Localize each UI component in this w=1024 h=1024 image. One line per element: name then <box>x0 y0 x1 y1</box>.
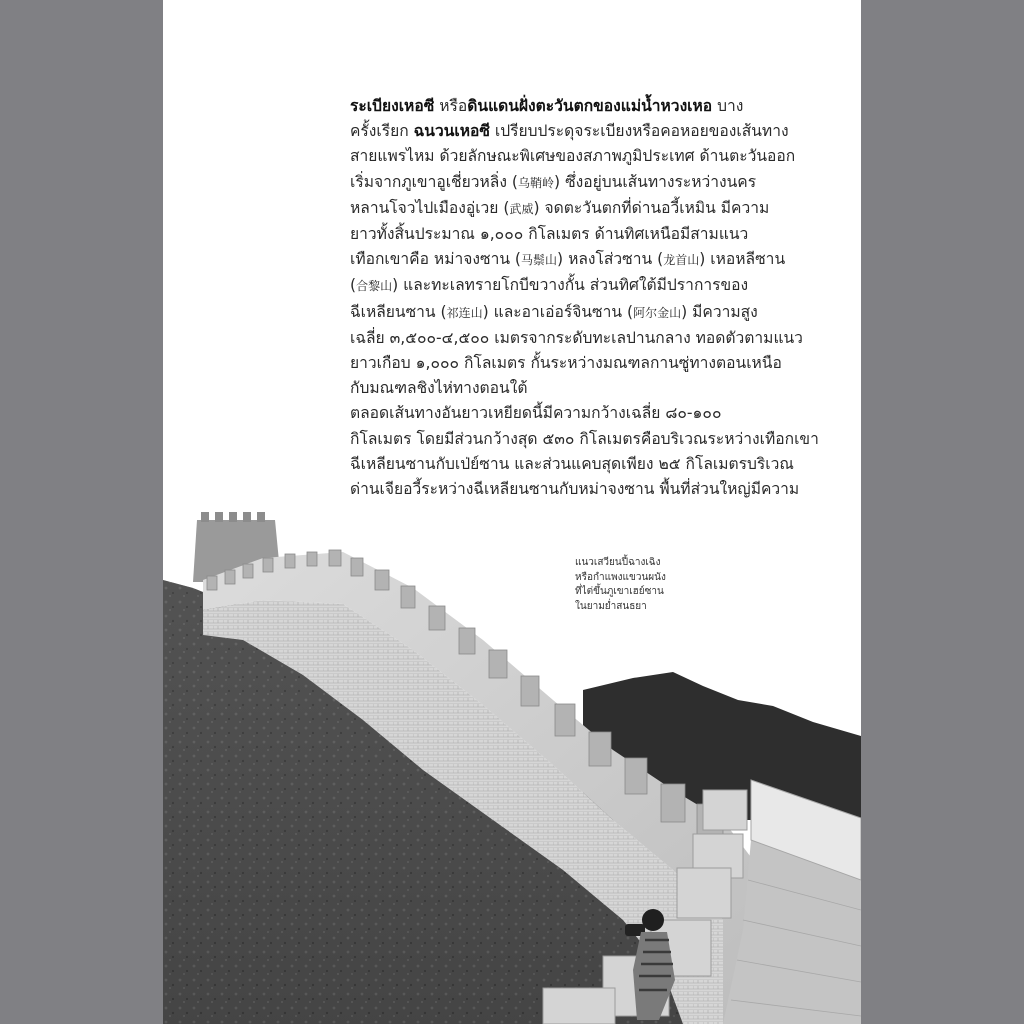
text-line: กิโลเมตร โดยมีส่วนกว้างสุด ๕๓๐ กิโลเมตรคือบริเวณระหว่างเทือกเขา <box>350 429 819 448</box>
text-line: เฉลี่ย ๓,๕๐๐-๔,๕๐๐ เมตรจากระดับทะเลปานกลาง ทอดตัวตามแนว <box>350 328 803 347</box>
text-line: สายแพรไหม ด้วยลักษณะพิเศษของสภาพภูมิประเทศ ด้านตะวันออก <box>350 147 796 166</box>
text-line: ยาวทั้งสิ้นประมาณ ๑,๐๐๐ กิโลเมตร ด้านทิศเหนือมีสามแนว <box>350 225 749 244</box>
photo-caption <box>575 556 695 614</box>
text-line: ครั้งเรียก ฉนวนเหอซี เปรียบประดุจระเบียงหรือคอหอยของเส้นทาง <box>350 122 789 141</box>
text-line: กับมณฑลชิงไห่ทางตอนใต้ <box>350 379 528 398</box>
paragraph-1 <box>310 94 803 401</box>
book-page <box>163 0 861 1024</box>
caption-line: แนวเสวียนปี้ฉางเฉิง <box>575 557 661 568</box>
term-bold: ฉนวนเหอซี <box>413 122 490 141</box>
text-line: ด่านเจียอวี้ระหว่างฉีเหลียนซานกับหม่าจงซาน พื้นที่ส่วนใหญ่มีความ <box>350 480 800 499</box>
text-line: เริ่มจากภูเขาอูเชี่ยวหลิ่ง (乌鞘岭) ซึ่งอยู่บนเส้นทางระหว่างนคร <box>350 172 757 191</box>
caption-line: ในยามย่ำสนธยา <box>575 600 647 612</box>
text-line: ระเบียงเหอซี หรือดินแดนฝั่งตะวันตกของแม่น้ำหวงเหอ บาง <box>350 97 744 115</box>
text-line: ตลอดเส้นทางอันยาวเหยียดนี้มีความกว้างเฉลี่ย ๘๐-๑๐๐ <box>350 404 722 423</box>
paragraph-2 <box>310 401 819 502</box>
body-text <box>310 94 819 502</box>
text-line: หลานโจวไปเมืองอู่เวย (武威) จดตะวันตกที่ด่านอวี้เหมิน มีความ <box>350 198 770 217</box>
term-bold: ระเบียงเหอซี <box>350 97 435 115</box>
text-line: ฉีเหลียนซาน (祁连山) และอาเอ่อร์จินซาน (阿尔金山) มีความสูง <box>350 302 758 321</box>
text-line: (合黎山) และทะเลทรายโกบีขวางกั้น ส่วนทิศใต้มีปราการของ <box>350 276 749 295</box>
text-line: เทือกเขาคือ หม่าจงซาน (马鬃山) หลงโส่วซาน (龙首山) เหอหลีซาน <box>350 250 786 269</box>
caption-line: ที่ไต่ขึ้นภูเขาเฮย์ซาน <box>575 586 664 597</box>
term-bold: ดินแดนฝั่งตะวันตกของแม่น้ำหวงเหอ <box>467 97 713 115</box>
great-wall-photo <box>163 500 861 1024</box>
text-line: ยาวเกือบ ๑,๐๐๐ กิโลเมตร กั้นระหว่างมณฑลกานซู่ทางตอนเหนือ <box>350 354 782 373</box>
text-line: ฉีเหลียนซานกับเป่ย์ซาน และส่วนแคบสุดเพียง ๒๕ กิโลเมตรบริเวณ <box>350 454 794 473</box>
caption-line: หรือกำแพงแขวนผนัง <box>575 571 666 583</box>
